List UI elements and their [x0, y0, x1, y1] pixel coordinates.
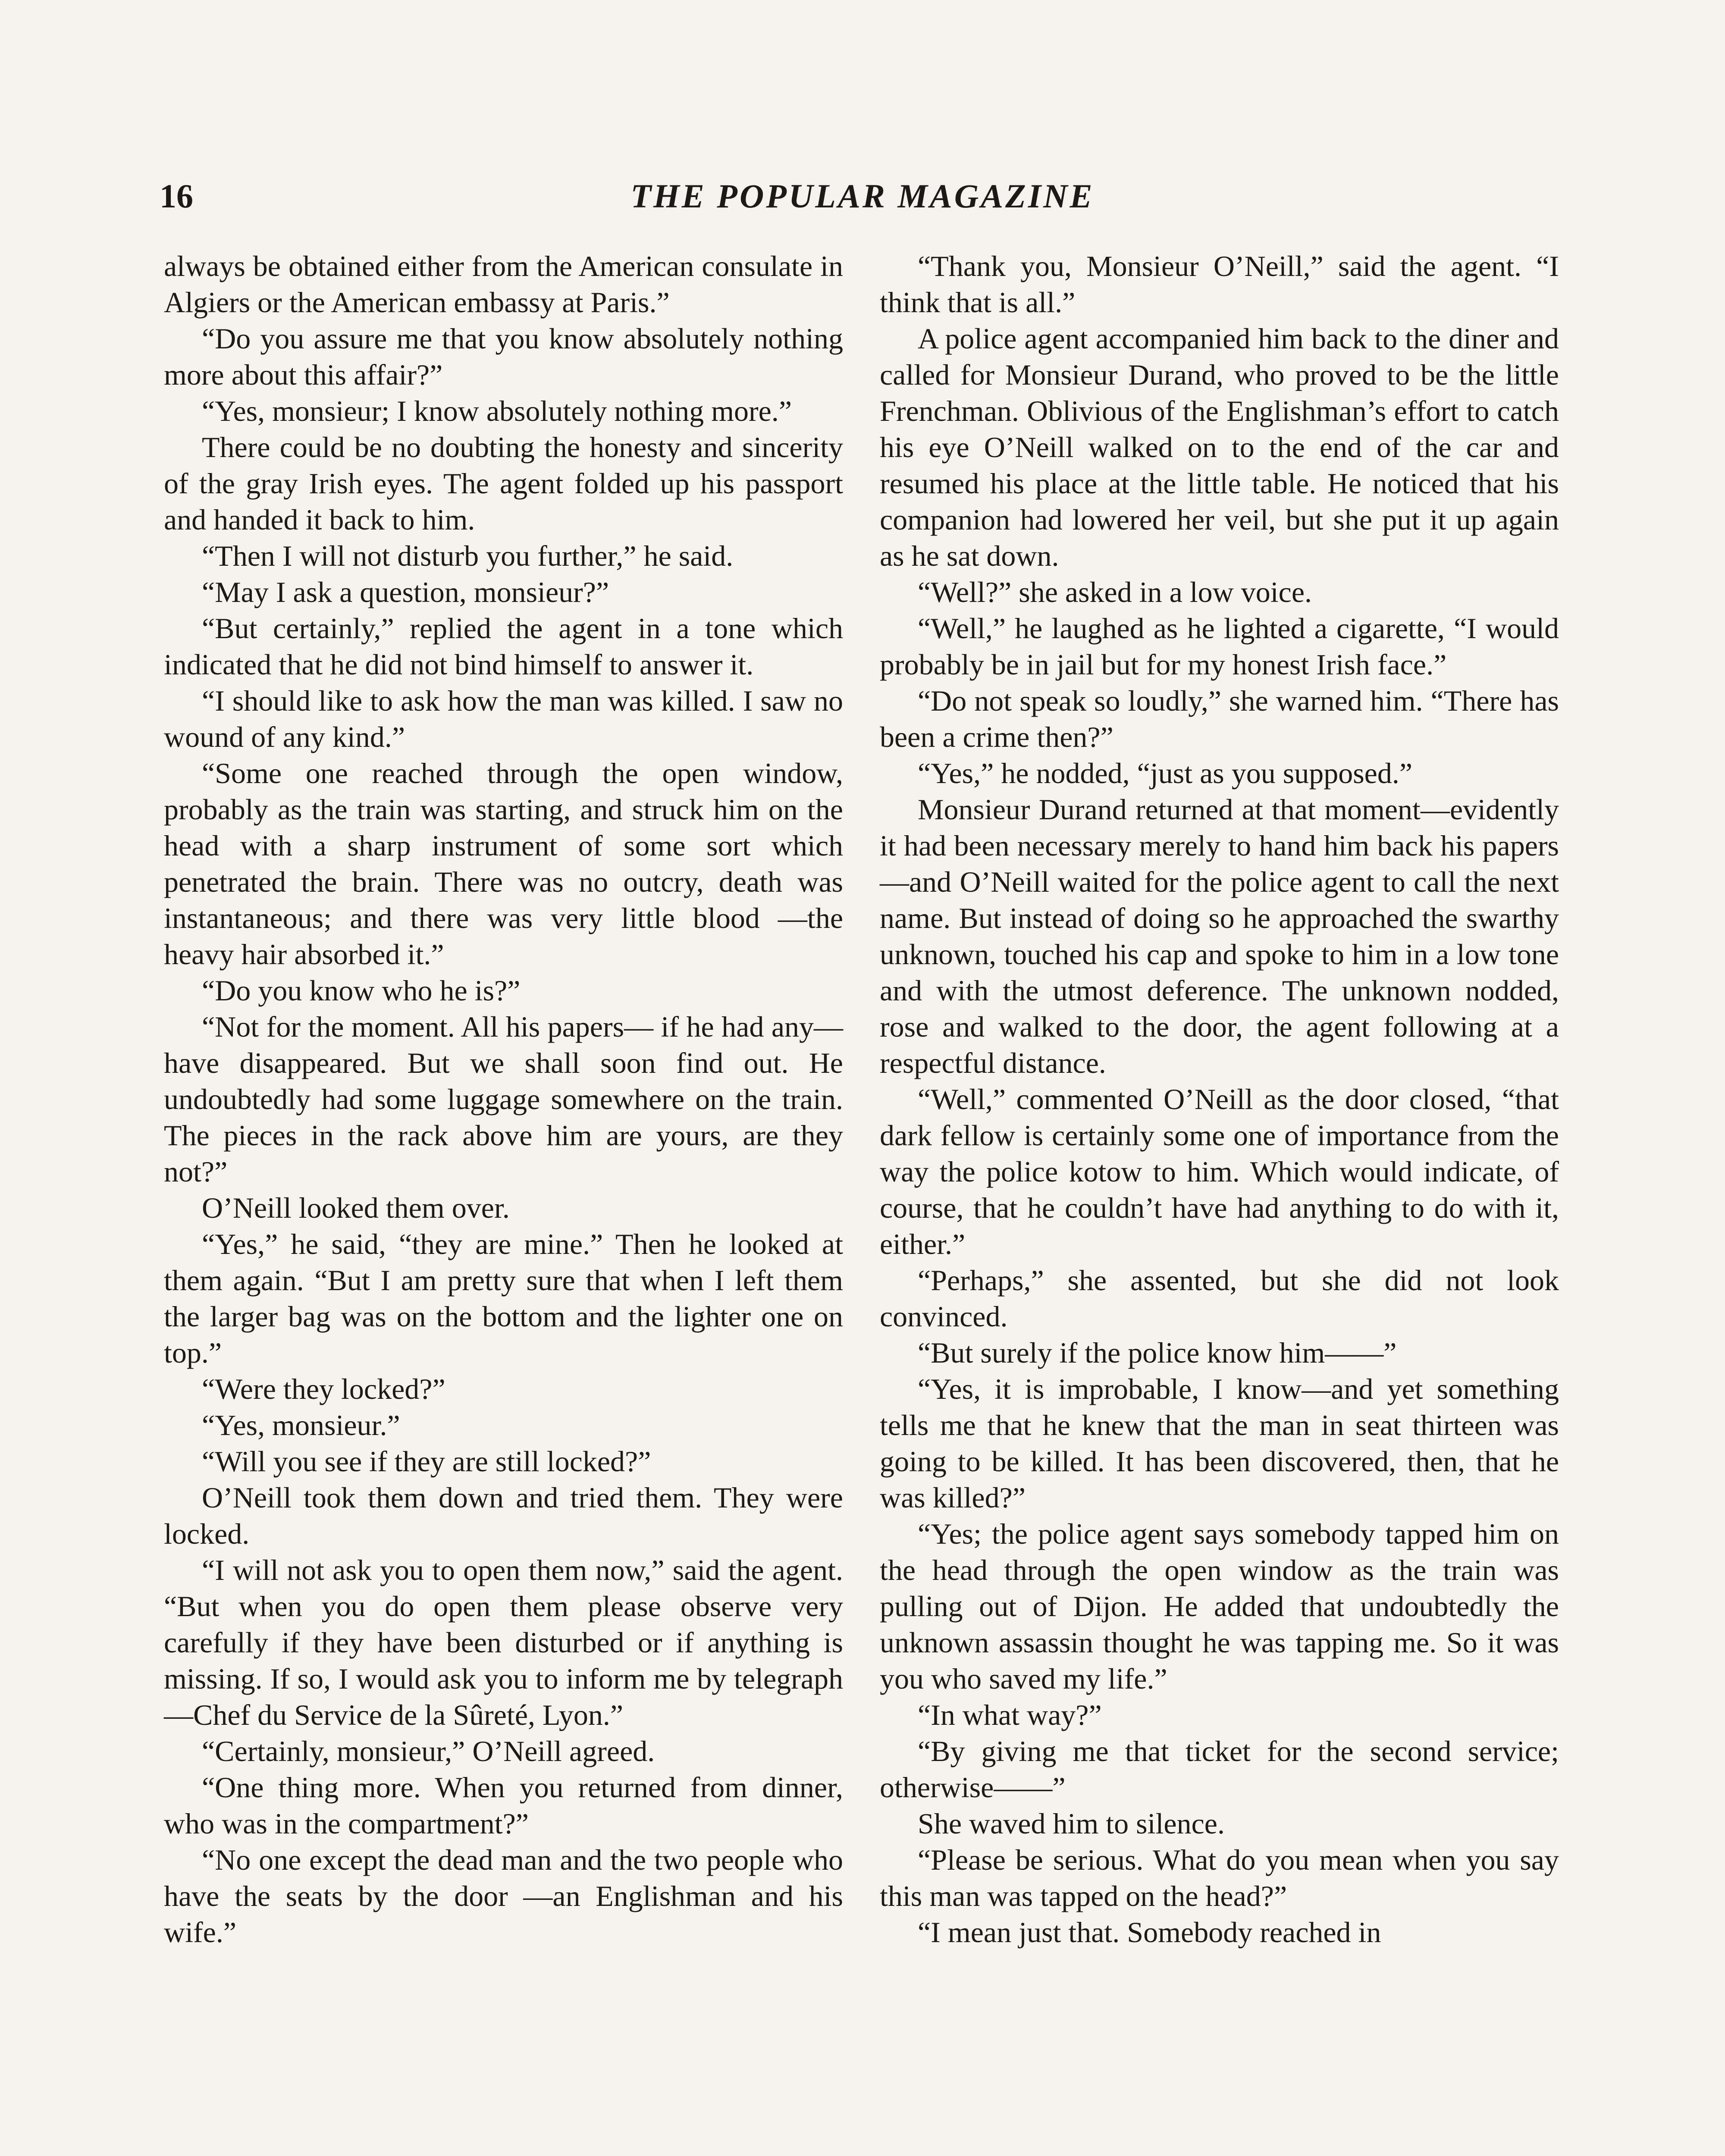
paragraph: always be obtained either from the American consulate in Algiers or the American embassy at Paris.” [164, 250, 843, 319]
paragraph: “By giving me that ticket for the second service; otherwise——” [880, 1735, 1559, 1804]
paragraph: “Do not speak so loudly,” she warned him. “There has been a crime then?” [880, 684, 1559, 753]
paragraph: “I will not ask you to open them now,” said the agent. “But when you do open them please observe very carefully if they have been disturbed or if anything is missing. If so, I would ask you to inform me by telegraph—Chef du Service de la Sûreté, Lyon.” [164, 1554, 843, 1731]
paragraph: “Well?” she asked in a low voice. [918, 576, 1312, 608]
paragraph: O’Neill looked them over. [202, 1191, 510, 1224]
paragraph: “Please be serious. What do you mean when you say this man was tapped on the head?” [880, 1843, 1559, 1912]
paragraph: “Will you see if they are still locked?” [202, 1445, 651, 1478]
paragraph: “Were they locked?” [202, 1373, 445, 1405]
paragraph: “But surely if the police know him——” [918, 1336, 1397, 1369]
paragraph: “Yes; the police agent says somebody tapped him on the head through the open window as the train was pulling out of Dijon. He added that undoubtedly the unknown assassin thought he was tapping me. So it was you who saved my life.” [880, 1517, 1559, 1695]
paragraph: “Yes,” he said, “they are mine.” Then he looked at them again. “But I am pretty sure that when I left them the larger bag was on the bottom and the lighter one on top.” [164, 1228, 843, 1369]
running-title: THE POPULAR MAGAZINE [630, 177, 1095, 215]
paragraph: “Well,” he laughed as he lighted a cigarette, “I would probably be in jail but for my honest Irish face.” [880, 612, 1559, 681]
paragraph: “Well,” commented O’Neill as the door closed, “that dark fellow is certainly some one of importance from the way the police kotow to him. Which would indicate, of course, that he couldn’t have had anything to do with it, either.” [880, 1083, 1559, 1260]
page-header [160, 172, 1565, 220]
paragraph: “Not for the moment. All his papers— if he had any—have disappeared. But we shall soon find out. He undoubtedly had some luggage somewhere on the train. The pieces in the rack above him are yours, are they not?” [164, 1010, 843, 1188]
right-text-column [880, 248, 1559, 2156]
paragraph: “May I ask a question, monsieur?” [202, 576, 609, 608]
paragraph: Monsieur Durand returned at that moment—evidently it had been necessary merely to hand him back his papers—and O’Neill waited for the police agent to call the next name. But instead of doing so he approached the swarthy unknown, touched his cap and spoke to him in a low tone and with the utmost deference. The unknown nodded, rose and walked to the door, the agent following at a respectful distance. [880, 793, 1559, 1079]
paragraph: “Thank you, Monsieur O’Neill,” said the agent. “I think that is all.” [880, 250, 1559, 319]
paragraph: “Yes, monsieur; I know absolutely nothing more.” [202, 395, 792, 427]
paragraph: “I should like to ask how the man was killed. I saw no wound of any kind.” [164, 684, 843, 753]
paragraph: There could be no doubting the honesty and sincerity of the gray Irish eyes. The agent folded up his passport and handed it back to him. [164, 431, 843, 536]
paragraph: O’Neill took them down and tried them. They were locked. [164, 1481, 843, 1550]
paragraph: “No one except the dead man and the two people who have the seats by the door —an Englishman and his wife.” [164, 1843, 843, 1949]
paragraph: “I mean just that. Somebody reached in [918, 1916, 1381, 1949]
paragraph: “But certainly,” replied the agent in a tone which indicated that he did not bind himself to answer it. [164, 612, 843, 681]
paragraph: “Yes,” he nodded, “just as you supposed.” [918, 757, 1413, 790]
paragraph: “Yes, monsieur.” [202, 1409, 400, 1442]
paragraph: “One thing more. When you returned from dinner, who was in the compartment?” [164, 1771, 843, 1840]
paragraph: “Some one reached through the open window, probably as the train was starting, and struck him on the head with a sharp instrument of some sort which penetrated the brain. There was no outcry, death was instantaneous; and there was very little blood —the heavy hair absorbed it.” [164, 757, 843, 971]
paragraph: “In what way?” [918, 1698, 1102, 1731]
left-text-column [164, 248, 843, 2156]
paragraph: “Then I will not disturb you further,” he said. [202, 539, 734, 572]
paragraph: “Do you know who he is?” [202, 974, 521, 1007]
page-number: 16 [160, 177, 193, 215]
paragraph: She waved him to silence. [918, 1807, 1225, 1840]
paragraph: “Perhaps,” she assented, but she did not look convinced. [880, 1264, 1559, 1333]
paragraph: “Yes, it is improbable, I know—and yet something tells me that he knew that the man in seat thirteen was going to be killed. It has been discovered, then, that he was killed?” [880, 1373, 1559, 1514]
paragraph: “Certainly, monsieur,” O’Neill agreed. [202, 1735, 655, 1767]
paragraph: “Do you assure me that you know absolutely nothing more about this affair?” [164, 322, 843, 391]
paragraph: A police agent accompanied him back to the diner and called for Monsieur Durand, who proved to be the little Frenchman. Oblivious of the Englishman’s effort to catch his eye O’Neill walked on to the end of the car and resumed his place at the little table. He noticed that his companion had lowered her veil, but she put it up again as he sat down. [880, 322, 1559, 572]
